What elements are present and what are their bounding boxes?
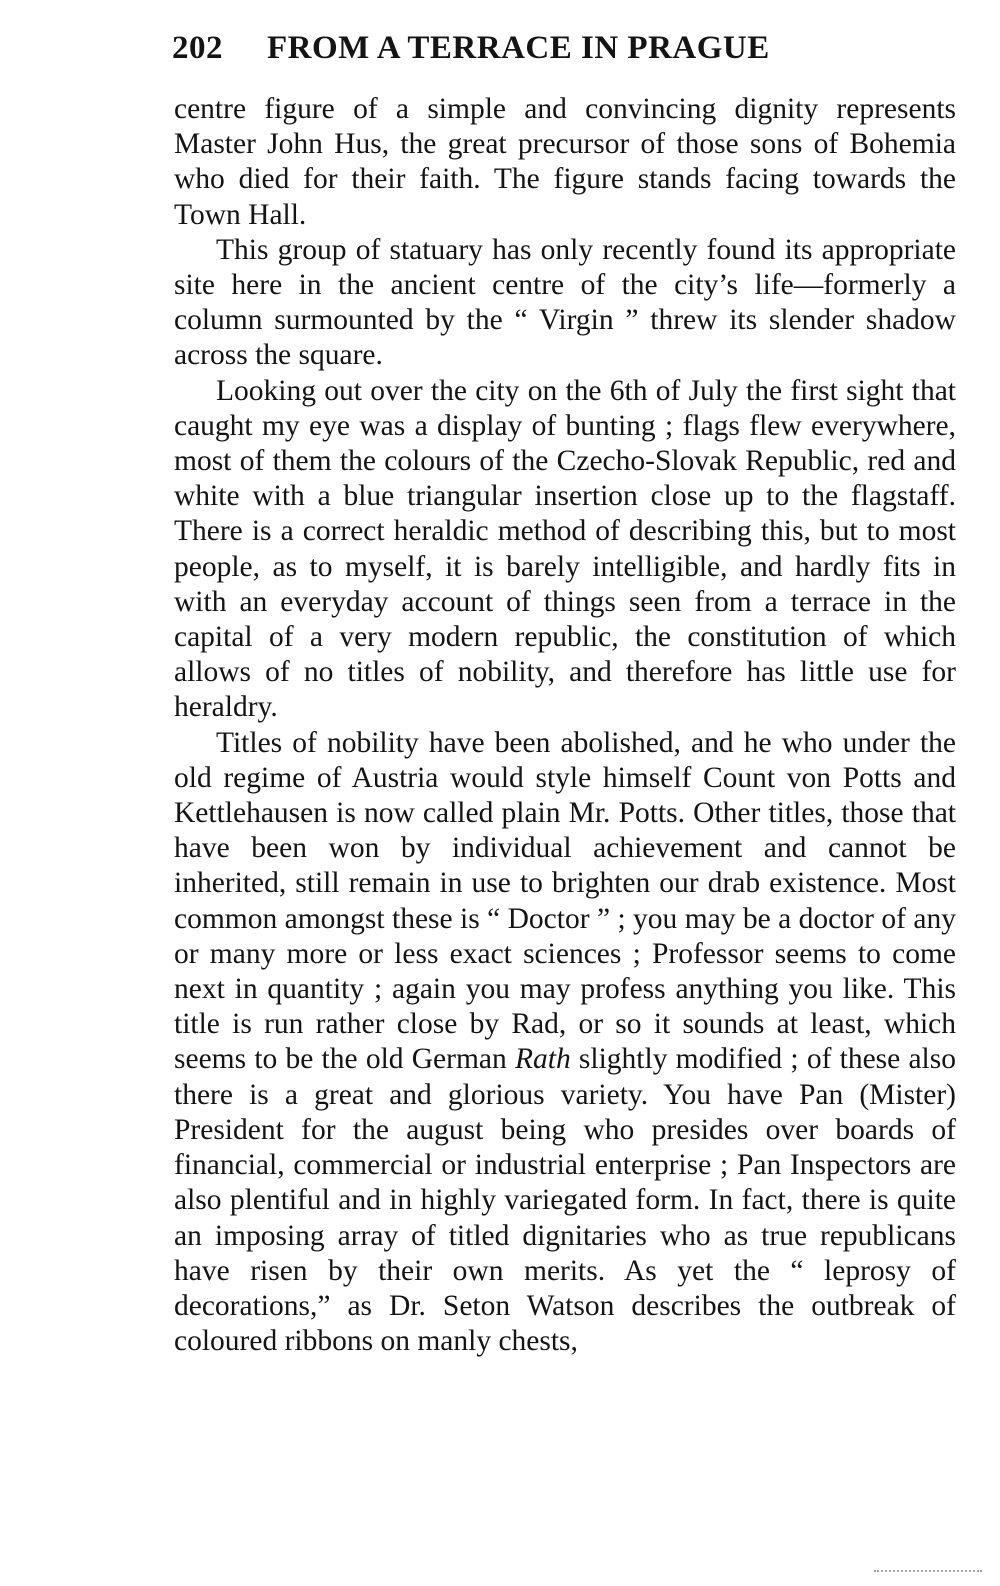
page-number: 202 <box>172 30 223 66</box>
paragraph-statuary: This group of statuary has only recently found its appropriate site here in the ancient centre of the city’s life—formerly a column surmounted by the “ Virgin ” threw its slender shadow across the square. <box>174 233 956 372</box>
running-title: FROM A TERRACE IN PRAGUE <box>267 30 770 66</box>
paragraph-titles-part-2: slightly modified ; of these also there is a great and glorious variety. You have Pan (Mister) President for the august being who presides over boards of financial, commercial or industrial enterprise ; Pan Inspectors are also plentiful and in highly variegated form. In fact, there is quite an imposing array of titled dignitaries who as true republicans have risen by their own merits. As yet the “ leprosy of decorations,” as Dr. Seton Watson describes the outbreak of coloured ribbons on manly chests, <box>174 1043 956 1358</box>
paragraph-titles <box>174 726 956 1360</box>
paragraph-bunting: Looking out over the city on the 6th of July the first sight that caught my eye was a display of bunting ; flags flew everywhere, most of them the colours of the Czecho-Slovak Republic, red and white with a blue triangular insertion close up to the flagstaff. There is a correct heraldic method of describing this, but to most people, as to myself, it is barely intelligible, and hardly fits in with an everyday account of things seen from a terrace in the capital of a very modern republic, the constitution of which allows of no titles of nobility, and therefore has little use for heraldry. <box>174 374 956 724</box>
italic-word-rath: Rath <box>514 1043 571 1076</box>
scan-artifact-mark <box>874 1570 982 1574</box>
running-head <box>172 30 962 76</box>
paragraph-titles-part-1: Titles of nobility have been abolished, and he who under the old regime of Austria would style himself Count von Potts and Kettlehausen is now called plain Mr. Potts. Other titles, those that have been won by individual achievement and cannot be inherited, still remain in use to brighten our drab existence. Most common amongst these is “ Doctor ” ; you may be a doctor of any or many more or less exact sciences ; Professor seems to come next in quantity ; again you may profess anything you like. This title is run rather close by Rad, or so it sounds at least, which seems to be the old German <box>174 726 956 1076</box>
paragraph-continued: centre figure of a simple and convincing dignity represents Master John Hus, the great precursor of those sons of Bohemia who died for their faith. The figure stands facing towards the Town Hall. <box>174 93 956 231</box>
body-text <box>174 92 956 1359</box>
